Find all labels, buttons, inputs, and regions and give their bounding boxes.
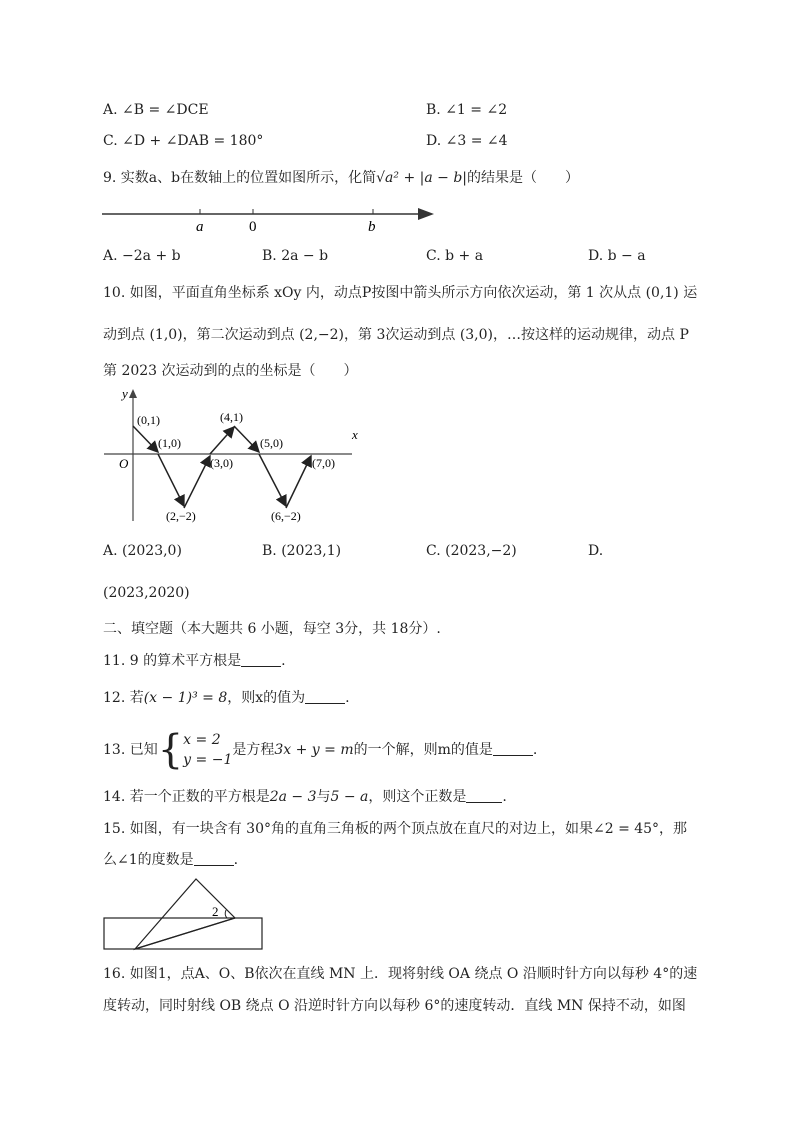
- set-square-hypotenuse: [135, 918, 235, 949]
- q12-before: 12. 若: [103, 690, 144, 706]
- point-label-1: (1,0): [158, 436, 181, 450]
- q8-option-c: C. ∠D + ∠DAB = 180°: [103, 133, 264, 149]
- q14-before: 14. 若一个正数的平方根是: [103, 789, 270, 805]
- q9-option-b: B. 2a − b: [262, 248, 329, 264]
- q11-answer-blank[interactable]: [241, 652, 281, 667]
- point-label-7: (7,0): [312, 456, 335, 470]
- q10-option-c: C. (2023,−2): [426, 543, 517, 559]
- origin-label: O: [119, 456, 129, 471]
- q13: [103, 728, 537, 772]
- point-label-3: (3,0): [210, 456, 233, 470]
- q10-option-b: B. (2023,1): [262, 543, 342, 559]
- q12-end: .: [345, 690, 350, 706]
- label-a: a: [196, 219, 204, 235]
- q14-after: ，则这个正数是: [368, 789, 467, 805]
- q11-end: .: [281, 653, 286, 669]
- q10-line-3: 第 2023 次运动到的点的坐标是（ ）: [103, 363, 358, 379]
- angle-2-arc: [225, 910, 227, 918]
- angle-2-label: 2: [212, 904, 219, 919]
- point-label-2: (2,−2): [166, 509, 196, 523]
- y-axis-label: y: [122, 386, 128, 401]
- q15-line-2-text: 么∠1的度数是: [103, 852, 194, 868]
- q8-option-d: D. ∠3 = ∠4: [426, 133, 508, 149]
- set-square: [135, 879, 235, 949]
- q10-option-a: A. (2023,0): [103, 543, 182, 559]
- label-zero: 0: [249, 219, 257, 235]
- q14-end: .: [502, 789, 507, 805]
- q10-line-2: 动到点 (1,0)，第二次运动到点 (2,−2)，第 3次运动到点 (3,0)，…按这样的运动规律，动点 P: [103, 327, 689, 343]
- q12-expression: (x − 1)³ = 8: [143, 690, 228, 706]
- q15-end: .: [233, 852, 239, 868]
- q15-line-1: 15. 如图，有一块含有 30°角的直角三角板的两个顶点放在直尺的对边上，如果∠2 = 45°，那: [103, 821, 688, 837]
- q12: [103, 688, 350, 708]
- q12-after: ，则x的值为: [227, 690, 306, 706]
- q10-option-d-value: (2023,2020): [103, 585, 190, 601]
- q13-end: .: [532, 742, 538, 758]
- q9-number-line: [100, 200, 440, 236]
- x-axis-label: x: [352, 427, 358, 442]
- q8-option-a: A. ∠B = ∠DCE: [103, 102, 209, 118]
- q9-option-a: A. −2a + b: [103, 248, 181, 264]
- point-label-0: (0,1): [137, 413, 160, 427]
- q13-expression: 3x + y = m: [274, 742, 354, 758]
- q9-expression: √a² + |a − b|: [376, 170, 468, 186]
- section-2-heading: 二、填空题（本大题共 6 小题，每空 3分，共 18分）.: [103, 621, 441, 637]
- q13-eq1: x = 2: [183, 732, 221, 748]
- q10-line-1: 10. 如图，平面直角坐标系 xOy 内，动点P按图中箭头所示方向依次运动，第 1 次从点 (0,1) 运: [103, 285, 698, 301]
- q13-answer-blank[interactable]: [493, 741, 533, 756]
- q15-answer-blank[interactable]: [194, 851, 234, 866]
- segment-1: [133, 426, 158, 452]
- q15-ruler-triangle-figure: [100, 874, 270, 954]
- segment-6: [259, 454, 286, 506]
- point-label-6: (6,−2): [271, 509, 301, 523]
- label-b: b: [368, 219, 376, 235]
- q14-expression-1: 2a − 3: [269, 789, 317, 805]
- q14-expression-2: 5 − a: [330, 789, 369, 805]
- q13-system: [183, 730, 232, 770]
- segment-4: [210, 427, 234, 454]
- segment-5: [234, 426, 259, 452]
- q16-line-1: 16. 如图1，点A、O、B依次在直线 MN 上．现将射线 OA 绕点 O 沿顺时针方向以每秒 4°的速: [103, 966, 698, 982]
- segment-7: [286, 456, 311, 508]
- q9-stem-after: 的结果是（ ）: [467, 170, 580, 186]
- q12-answer-blank[interactable]: [305, 689, 345, 704]
- q13-brace: {: [157, 727, 184, 773]
- q14: [103, 787, 507, 807]
- q9-option-d: D. b − a: [588, 248, 646, 264]
- point-label-5: (5,0): [260, 436, 283, 450]
- q10-coordinate-graph: [100, 386, 370, 526]
- number-line-arrow-icon: [418, 208, 434, 220]
- q8-option-b: B. ∠1 = ∠2: [426, 102, 508, 118]
- q10-option-d: D.: [588, 543, 604, 559]
- y-axis-arrow-icon: [129, 389, 137, 398]
- point-label-4: (4,1): [220, 410, 243, 424]
- segment-3: [184, 456, 210, 508]
- q9-stem: [103, 168, 579, 188]
- q13-after: 的一个解，则m的值是: [353, 742, 493, 758]
- q14-answer-blank[interactable]: [466, 788, 502, 803]
- q14-mid: 与: [316, 789, 331, 805]
- q15-line-2: [103, 850, 238, 870]
- q9-option-c: C. b + a: [426, 248, 484, 264]
- q13-eq2: y = −1: [183, 752, 233, 768]
- q9-stem-before: 9. 实数a、b在数轴上的位置如图所示，化简: [103, 170, 377, 186]
- q11-text: 11. 9 的算术平方根是: [103, 653, 242, 669]
- segment-2: [158, 454, 184, 506]
- q16-line-2: 度转动，同时射线 OB 绕点 O 沿逆时针方向以每秒 6°的速度转动．直线 MN 保持不动，如图: [103, 998, 686, 1014]
- q13-before: 13. 已知: [103, 742, 158, 758]
- q11: [103, 651, 286, 671]
- q13-mid: 是方程: [232, 742, 275, 758]
